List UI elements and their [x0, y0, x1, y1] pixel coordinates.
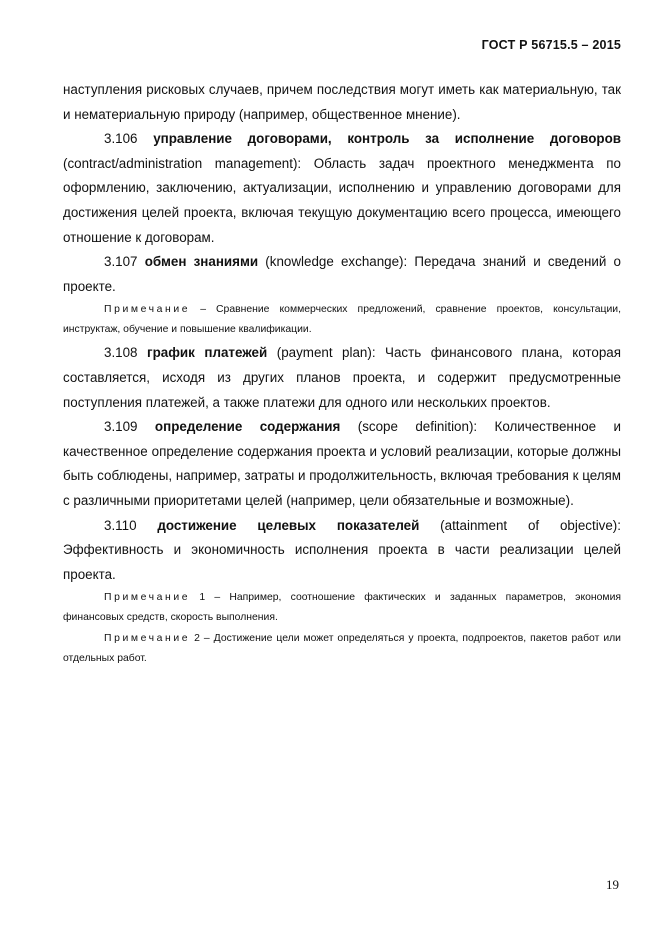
entry-3-109 [63, 415, 621, 513]
note-label: Примечание [104, 304, 191, 316]
entry-number: 3.107 [104, 254, 138, 270]
continuation-paragraph: наступления рисковых случаев, причем последствия могут иметь как материальную, так и нематериальную природу (например, общественное мнение). [63, 82, 621, 122]
page-number: 19 [606, 877, 619, 892]
entry-number: 3.106 [104, 131, 138, 147]
entry-number: 3.109 [104, 419, 138, 435]
entry-3-108 [63, 341, 621, 415]
note-text: 1 – Например, соотношение фактических и заданных параметров, экономия финансовых средств, скорость выполнения. [63, 592, 621, 623]
entry-term: график платежей [147, 345, 268, 361]
entry-definition: (scope definition): Количественное и качественное определение содержания проекта и условий реализации, которые должны быть соблюдены, например, затраты и продолжительность, включая требования к целям с различными приоритетами целей (например, цели обязательные и возможные). [63, 419, 621, 508]
entry-term: определение содержания [154, 419, 341, 435]
entry-term: обмен знаниями [144, 254, 259, 270]
entry-3-107 [63, 250, 621, 299]
entry-number: 3.110 [104, 517, 137, 533]
entry-term: достижение целевых показателей [157, 517, 420, 533]
entry-definition: (contract/administration management): Область задач проектного менеджмента по оформлению, заключению, актуализации, исполнению и управлению договорами для достижения целей проекта, включая текущую документацию всего процесса, имеющего отношение к договорам. [63, 155, 621, 245]
note-3-107 [63, 300, 621, 339]
document-header: ГОСТ Р 56715.5 – 2015 [481, 38, 621, 52]
entry-term: управление договорами, контроль за исполнение договоров [153, 131, 621, 147]
entry-definition: (attainment of objective): Эффективность и экономичность исполнения проекта в части реализации целей проекта. [63, 517, 621, 582]
note-label: Примечание [104, 633, 191, 645]
entry-3-110 [63, 514, 621, 588]
note-text: 2 – Достижение цели может определяться у проекта, подпроектов, пакетов работ или отдельных работ. [63, 633, 621, 664]
note-2-3-110 [63, 629, 621, 668]
entry-definition: (knowledge exchange): Передача знаний и сведений о проекте. [63, 254, 621, 294]
note-text: – Сравнение коммерческих предложений, сравнение проектов, консультации, инструктаж, обучение и повышение квалификации. [63, 304, 621, 335]
entry-definition: (payment plan): Часть финансового плана, которая составляется, исходя из других планов проекта, и содержит предусмотренные поступления платежей, а также платежи для одного или нескольких проектов. [63, 345, 621, 410]
entry-3-106 [63, 127, 621, 250]
note-label: Примечание [104, 592, 191, 604]
note-1-3-110 [63, 588, 621, 627]
document-body [63, 78, 621, 670]
entry-number: 3.108 [104, 345, 138, 361]
